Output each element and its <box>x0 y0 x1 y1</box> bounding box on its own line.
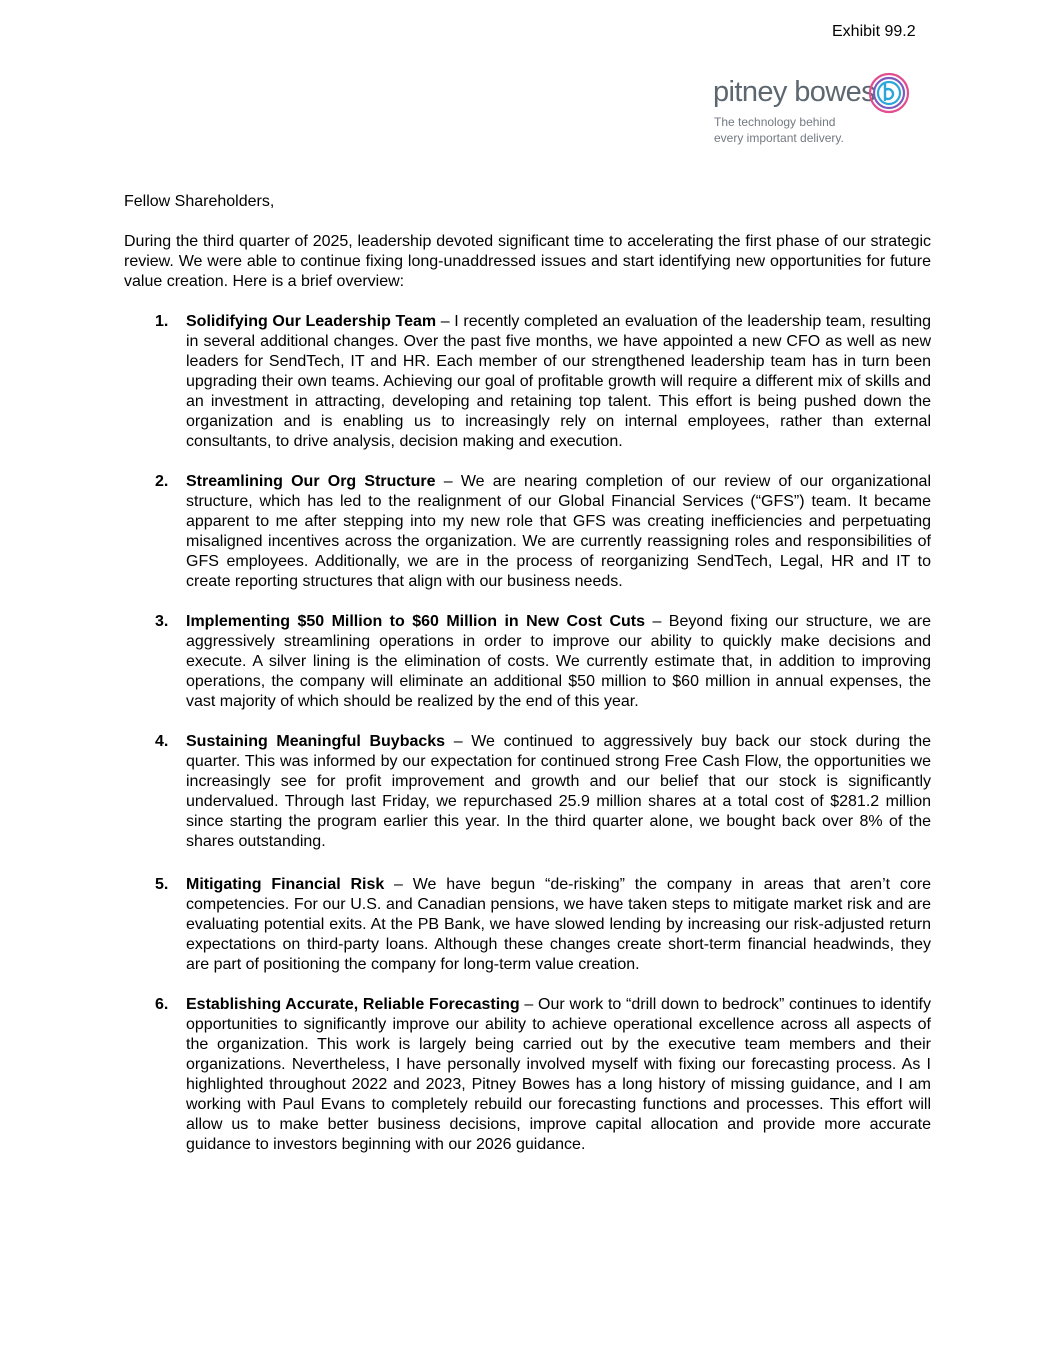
item-number: 2. <box>155 473 169 490</box>
logo-tagline-line1: The technology behind <box>714 115 836 129</box>
intro-paragraph: During the third quarter of 2025, leadership devoted significant time to accelerating the first phase of our strategic review. We were able to continue fixing long-unaddressed issues and start identifying new opportunities for future value creation. Here is a brief overview: <box>124 233 931 290</box>
overview-list <box>124 312 931 1155</box>
salutation: Fellow Shareholders, <box>124 193 275 210</box>
item-number: 6. <box>155 996 169 1013</box>
item-heading: Solidifying Our Leadership Team <box>186 313 437 330</box>
item-heading: Sustaining Meaningful Buybacks <box>186 733 446 750</box>
logo-wordmark: pitney bowes <box>713 76 876 108</box>
item-body: – We have begun “de-risking” the company in areas that aren’t core competencies. For our U.S. and Canadian pensions, we have taken steps to mitigate market risk and are evaluating potential exits. At the PB Bank, we have slowed lending by increasing our risk-adjusted return expectations on third-party loans. Although these changes create short-term financial headwinds, they are part of positioning the company for long-term value creation. <box>186 876 931 973</box>
item-heading: Implementing $50 Million to $60 Million in New Cost Cuts <box>186 613 646 630</box>
item-body: – I recently completed an evaluation of the leadership team, resulting in several additional changes. Over the past five months, we have appointed a new CFO as well as new leaders for SendTech, IT and HR. Each member of our strengthened leadership team has in turn been upgrading their own teams. Achieving our goal of profitable growth will require a different mix of skills and an investment in attracting, developing and retaining top talent. This effort is being pushed down the organization and is enabling us to increasingly rely on internal employees, rather than external consultants, to drive analysis, decision making and execution. <box>186 313 931 450</box>
item-body: – Beyond fixing our structure, we are aggressively streamlining operations in order to improve our ability to quickly make decisions and execute. A silver lining is the elimination of costs. We currently estimate that, in addition to improving operations, the company will eliminate an additional $50 million to $60 million in annual expenses, the vast majority of which should be realized by the end of this year. <box>186 613 932 710</box>
item-body: – We continued to aggressively buy back our stock during the quarter. This was informed by our expectation for continued strong Free Cash Flow, the opportunities we increasingly see for profit improvement and growth and our belief that our stock is significantly undervalued. Through last Friday, we repurchased 25.9 million shares at a total cost of $281.2 million since starting the program earlier this year. In the third quarter alone, we bought back over 8% of the shares outstanding. <box>186 733 932 850</box>
exhibit-label: Exhibit 99.2 <box>832 23 916 40</box>
item-number: 4. <box>155 733 169 750</box>
item-heading: Establishing Accurate, Reliable Forecasting <box>186 996 520 1013</box>
item-heading: Mitigating Financial Risk <box>186 876 385 893</box>
item-number: 3. <box>155 613 169 630</box>
list-item <box>124 612 931 712</box>
list-item <box>124 472 931 592</box>
list-item <box>124 732 931 852</box>
list-item <box>124 312 931 452</box>
item-body: – Our work to “drill down to bedrock” continues to identify opportunities to significantly improve our ability to achieve operational excellence across all aspects of the organization. This work is largely being carried out by the executive team members and their organizations. Nevertheless, I have personally involved myself with fixing our forecasting process. As I highlighted throughout 2022 and 2023, Pitney Bowes has a long history of missing guidance, and I am working with Paul Evans to completely rebuild our forecasting functions and processes. This effort will allow us to make better business decisions, improve capital allocation and provide more accurate guidance to investors beginning with our 2026 guidance. <box>186 996 931 1153</box>
list-item <box>124 995 931 1155</box>
letter-body <box>124 192 931 1175</box>
pitney-bowes-mark-icon <box>868 72 910 114</box>
logo-tagline-line2: every important delivery. <box>714 131 844 145</box>
item-body: – We are nearing completion of our review of our organizational structure, which has led to the realignment of our Global Financial Services (“GFS”) team. It became apparent to me after stepping into my new role that GFS was creating inefficiencies and perpetuating misaligned incentives across the organization. We are currently reassigning roles and responsibilities of GFS employees. Additionally, we are in the process of reorganizing SendTech, Legal, HR and IT to create reporting structures that align with our business needs. <box>186 473 931 590</box>
item-number: 1. <box>155 313 169 330</box>
logo-tagline <box>714 114 844 146</box>
item-heading: Streamlining Our Org Structure <box>186 473 436 490</box>
list-item <box>124 875 931 975</box>
item-number: 5. <box>155 876 169 893</box>
